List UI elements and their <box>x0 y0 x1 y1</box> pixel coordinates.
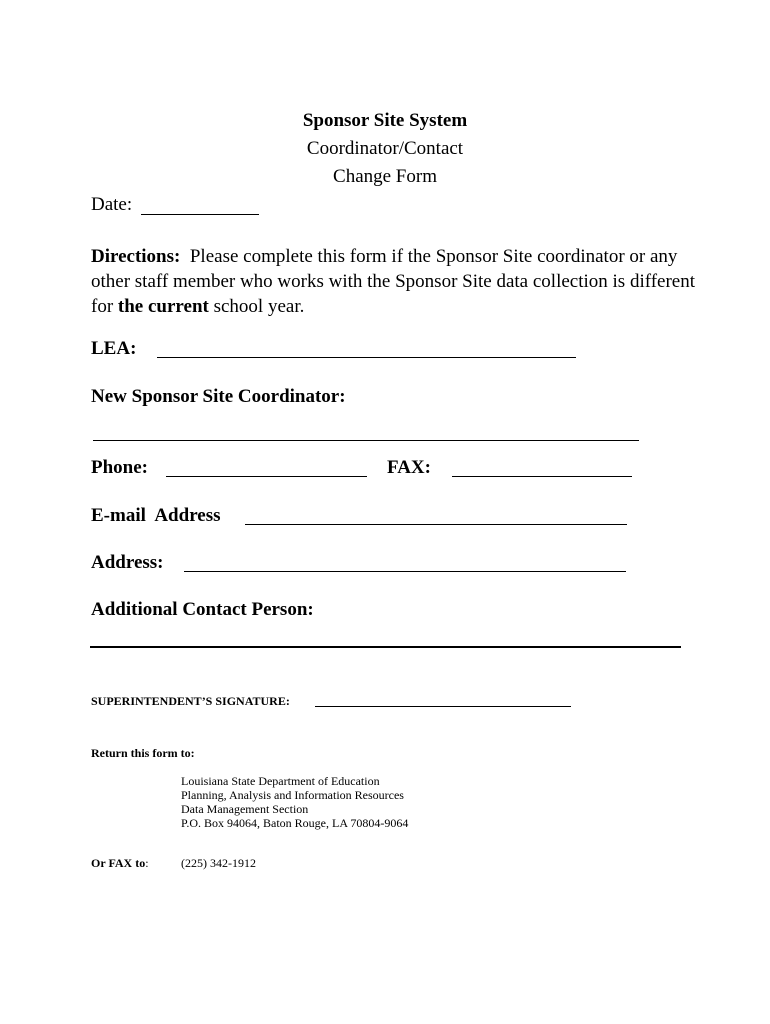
date-label: Date: <box>91 194 133 215</box>
return-address-block <box>181 774 408 830</box>
directions-paragraph <box>91 244 701 319</box>
directions-label: Directions: <box>91 246 181 267</box>
email-label: E-mail Address <box>91 505 221 526</box>
form-subtitle-2: Change Form <box>333 166 437 187</box>
return-label: Return this form to: <box>91 746 195 760</box>
fax-to-colon: : <box>145 856 149 870</box>
directions-text-2: school year. <box>213 296 305 317</box>
lea-label: LEA: <box>91 338 137 359</box>
additional-contact-field-line[interactable] <box>90 646 681 648</box>
return-address-line: P.O. Box 94064, Baton Rouge, LA 70804-9064 <box>181 816 409 830</box>
address-label: Address: <box>91 552 164 573</box>
coordinator-label: New Sponsor Site Coordinator: <box>91 386 346 407</box>
additional-contact-label: Additional Contact Person: <box>91 599 314 620</box>
form-subtitle-1: Coordinator/Contact <box>306 138 464 159</box>
phone-label: Phone: <box>91 457 148 478</box>
signature-field-line[interactable] <box>315 706 571 707</box>
fax-label: FAX: <box>387 457 431 478</box>
return-address-line: Data Management Section <box>181 802 309 816</box>
signature-label: SUPERINTENDENT’S SIGNATURE: <box>91 694 290 708</box>
lea-field-line[interactable] <box>157 357 576 358</box>
email-field-line[interactable] <box>245 524 627 525</box>
form-title: Sponsor Site System <box>302 110 468 131</box>
directions-text-1: Please complete this form if the Sponsor Site coordinator or any other staff member who works with the Sponsor Site data collection is different for <box>91 246 696 317</box>
fax-number: (225) 342-1912 <box>181 856 256 870</box>
date-field-line[interactable] <box>141 214 259 215</box>
phone-field-line[interactable] <box>166 476 367 477</box>
coordinator-field-line[interactable] <box>93 440 639 441</box>
fax-to-row <box>91 856 149 871</box>
address-field-line[interactable] <box>184 571 626 572</box>
return-address-line: Louisiana State Department of Education <box>181 774 380 788</box>
fax-to-label: Or FAX to <box>91 856 146 870</box>
return-address-line: Planning, Analysis and Information Resources <box>181 788 404 802</box>
directions-emphasis: the current <box>117 296 209 317</box>
fax-field-line[interactable] <box>452 476 632 477</box>
